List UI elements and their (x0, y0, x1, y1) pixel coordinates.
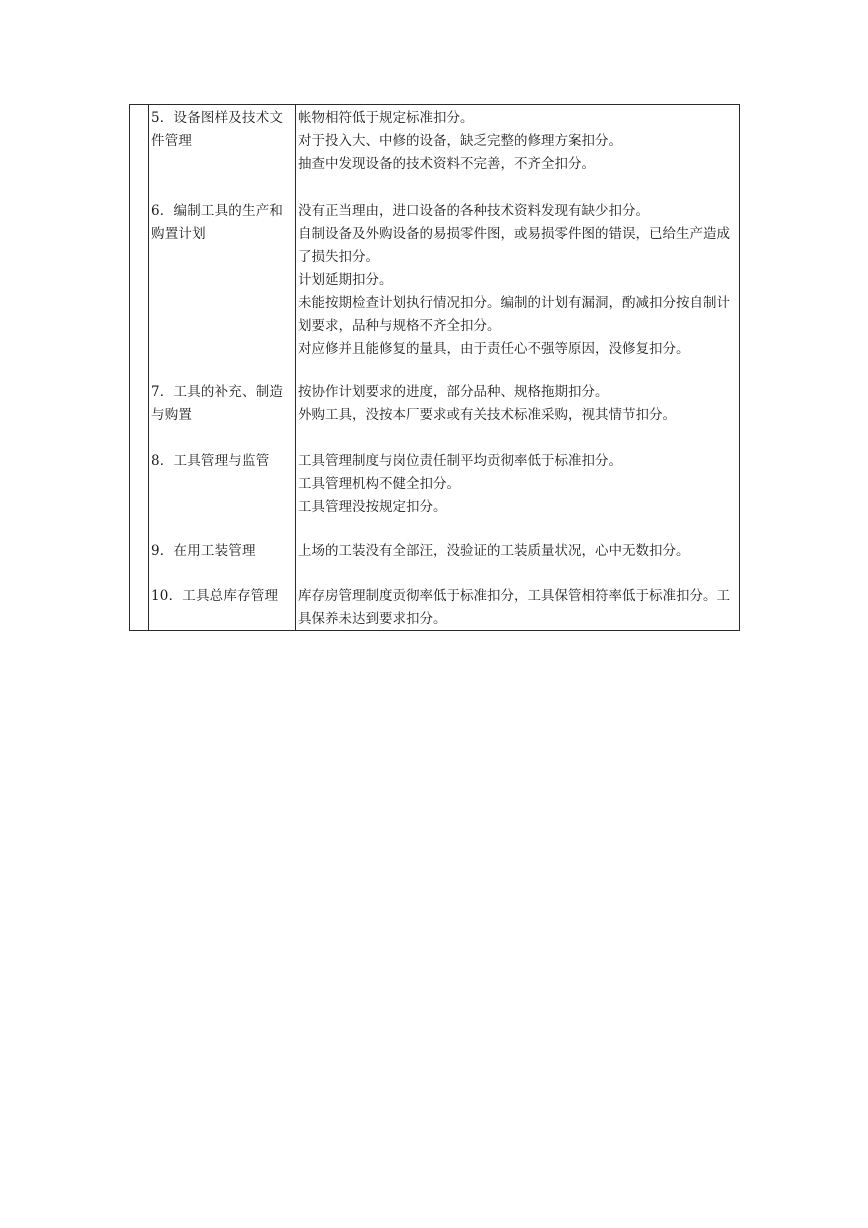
criteria-list (298, 585, 740, 631)
criteria-line: 外购工具，没按本厂要求或有关技术标准采购，视其情节扣分。 (298, 407, 676, 423)
criteria-line: 抽查中发现设备的技术资料不完善，不齐全扣分。 (298, 156, 595, 172)
item-name: 7．工具的补充、制造与购置 (151, 384, 284, 423)
item-name: 6．编制工具的生产和购置计划 (151, 203, 284, 242)
criteria-line: 工具管理制度与岗位责任制平均贡彻率低于标准扣分。 (298, 453, 622, 469)
assessment-table (129, 104, 740, 631)
criteria-line: 按协作计划要求的进度，部分品种、规格拖期扣分。 (298, 384, 609, 400)
criteria-line: 对应修并且能修复的量具，由于责任心不强等原因，没修复扣分。 (298, 341, 690, 357)
item-name: 10．工具总库存管理 (151, 588, 279, 604)
item-name: 8．工具管理与监管 (151, 453, 270, 469)
criteria-line: 工具管理机构不健全扣分。 (298, 476, 460, 492)
column-divider (295, 105, 296, 630)
item-name: 5．设备图样及技术文件管理 (151, 110, 284, 149)
criteria-line: 没有正当理由，进口设备的各种技术资料发现有缺少扣分。 (298, 203, 649, 219)
criteria-line: 工具管理没按规定扣分。 (298, 499, 447, 515)
criteria-list (298, 381, 740, 427)
blank-column (130, 105, 149, 630)
criteria-list (298, 450, 740, 519)
criteria-line: 自制设备及外购设备的易损零件图，或易损零件图的错误，已给生产造成了损失扣分。 (298, 226, 730, 265)
criteria-line: 计划延期扣分。 (298, 272, 393, 288)
criteria-list (298, 540, 740, 563)
criteria-line: 未能按期检查计划执行情况扣分。编制的计划有漏洞，酌减扣分按自制计划要求，品种与规格不齐全扣分。 (298, 295, 730, 334)
criteria-line: 库存房管理制度贡彻率低于标准扣分，工具保管相符率低于标准扣分。工具保养未达到要求扣分。 (298, 588, 730, 627)
criteria-line: 帐物相符低于规定标准扣分。 (298, 110, 474, 126)
criteria-list (298, 200, 740, 361)
criteria-list (298, 107, 740, 176)
item-name: 9．在用工装管理 (151, 543, 256, 559)
criteria-line: 上场的工装没有全部汪，没验证的工装质量状况，心中无数扣分。 (298, 543, 690, 559)
criteria-line: 对于投入大、中修的设备，缺乏完整的修理方案扣分。 (298, 133, 622, 149)
